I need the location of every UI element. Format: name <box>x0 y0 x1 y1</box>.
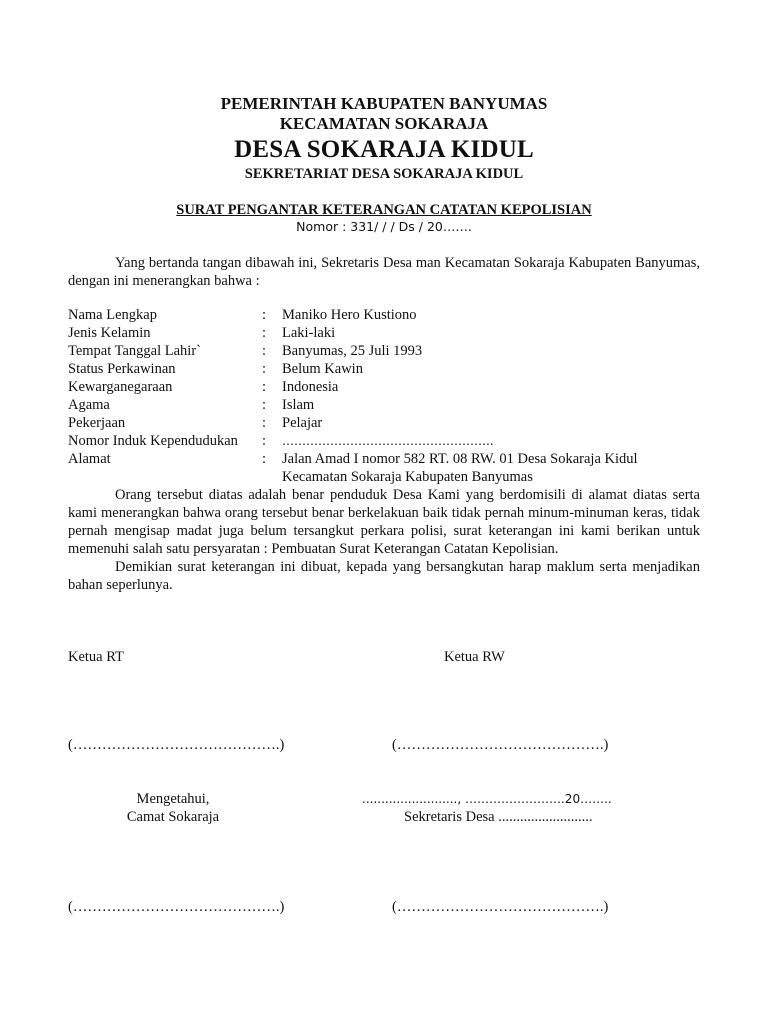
field-label: Kewarganegaraan <box>68 379 173 395</box>
ketua-rw-label: Ketua RW <box>444 649 505 665</box>
field-colon: : <box>262 433 267 449</box>
address-line-2: Kecamatan Sokaraja Kabupaten Banyumas <box>282 469 533 485</box>
field-row <box>68 432 708 450</box>
field-value <box>282 450 708 486</box>
header-line-2: KECAMATAN SOKARAJA <box>279 114 489 133</box>
field-label: Pekerjaan <box>68 415 126 431</box>
body-paragraphs <box>68 486 700 594</box>
field-row <box>68 414 708 432</box>
intro-text: Yang bertanda tangan dibawah ini, Sekretaris Desa man Kecamatan Sokaraja Kabupaten Banyumas, dengan ini menerangkan bahwa : <box>68 255 700 289</box>
field-label: Nomor Induk Kependudukan <box>68 433 238 449</box>
field-label: Alamat <box>68 451 111 467</box>
field-colon: : <box>262 361 267 377</box>
camat-signature-line: (…………………………………….) <box>68 899 285 915</box>
field-value: Pelajar <box>282 415 323 431</box>
field-value: Maniko Hero Kustiono <box>282 307 417 323</box>
field-colon: : <box>262 307 267 323</box>
date-line: ........................., …………………….20…….. <box>362 792 612 806</box>
document-number: Nomor : 331/ / / Ds / 20……. <box>296 219 472 234</box>
field-colon: : <box>262 451 267 467</box>
field-label: Agama <box>68 397 110 413</box>
sekdes-signature-line: (…………………………………….) <box>392 899 609 915</box>
field-row <box>68 450 708 486</box>
ketua-rt-label: Ketua RT <box>68 649 124 665</box>
village-name: DESA SOKARAJA KIDUL <box>234 136 534 163</box>
document-title: SURAT PENGANTAR KETERANGAN CATATAN KEPOLISIAN <box>176 202 592 218</box>
field-colon: : <box>262 325 267 341</box>
field-colon: : <box>262 415 267 431</box>
field-row <box>68 324 708 342</box>
mengetahui-label: Mengetahui, <box>136 791 210 807</box>
statement-paragraph: Orang tersebut diatas adalah benar penduduk Desa Kami yang berdomisili di alamat diatas serta kami menerangkan bahwa orang tersebut benar berkelakuan baik tidak pernah minum-minuman keras, tidak pernah mengisap madat juga belum tersangkut perkara polisi, surat keterangan ini kami berikan untuk memenuhi salah satu persyaratan : Pembuatan Surat Keterangan Catatan Kepolisian. <box>68 487 700 557</box>
intro-paragraph <box>68 254 700 290</box>
field-row <box>68 360 708 378</box>
field-label: Tempat Tanggal Lahir` <box>68 343 201 359</box>
field-colon: : <box>262 343 267 359</box>
header-secretariat: SEKRETARIAT DESA SOKARAJA KIDUL <box>244 166 524 182</box>
closing-paragraph: Demikian surat keterangan ini dibuat, kepada yang bersangkutan harap maklum serta menjadikan bahan seperlunya. <box>68 559 700 593</box>
field-row <box>68 396 708 414</box>
identity-fields <box>68 306 708 486</box>
field-label: Nama Lengkap <box>68 307 157 323</box>
field-row <box>68 342 708 360</box>
field-colon: : <box>262 379 267 395</box>
rt-signature-line: (…………………………………….) <box>68 737 285 753</box>
field-row <box>68 306 708 324</box>
field-value: Indonesia <box>282 379 339 395</box>
field-colon: : <box>262 397 267 413</box>
field-value: Islam <box>282 397 315 413</box>
field-value: Banyumas, 25 Juli 1993 <box>282 343 423 359</box>
address-line-1: Jalan Amad I nomor 582 RT. 08 RW. 01 Desa Sokaraja Kidul <box>282 451 638 467</box>
sekretaris-desa-label: Sekretaris Desa .......................... <box>404 809 593 825</box>
field-value: …………………………………………….. <box>282 434 494 448</box>
field-value: Belum Kawin <box>282 361 363 377</box>
rw-signature-line: (…………………………………….) <box>392 737 609 753</box>
camat-label: Camat Sokaraja <box>126 809 220 825</box>
field-label: Status Perkawinan <box>68 361 176 377</box>
field-label: Jenis Kelamin <box>68 325 151 341</box>
field-value: Laki-laki <box>282 325 336 341</box>
field-row <box>68 378 708 396</box>
header-line-1: PEMERINTAH KABUPATEN BANYUMAS <box>220 94 548 113</box>
